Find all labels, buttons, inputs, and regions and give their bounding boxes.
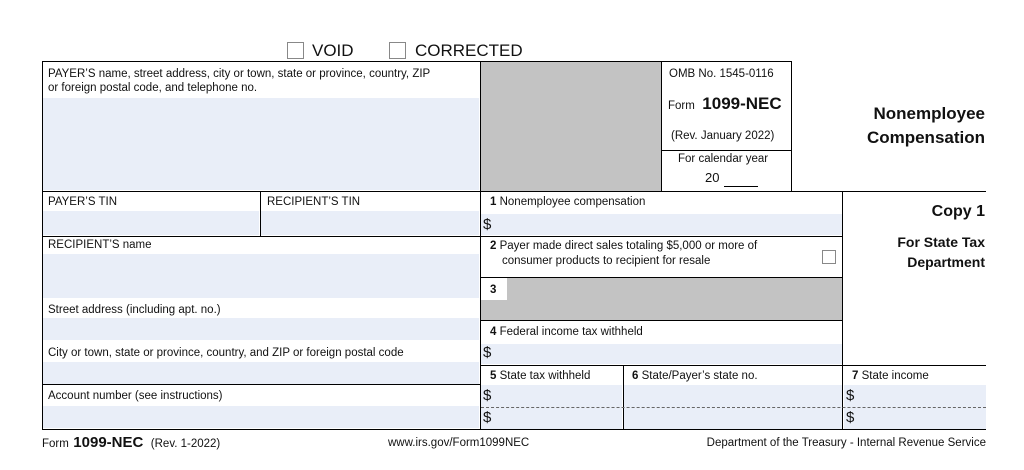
footer-url[interactable]: www.irs.gov/Form1099NEC [388,437,530,449]
box5-dollar-1: $ [483,387,492,404]
year-prefix: 20 [705,170,720,185]
omb-number: OMB No. 1545-0116 [669,68,774,80]
box7-dollar-1: $ [846,387,855,404]
box1-field[interactable] [481,214,842,235]
city-field[interactable] [43,362,479,384]
box5-number: 5 [490,370,497,382]
calendar-label: For calendar year [678,153,769,165]
recipient-name-label: RECIPIENT’S name [48,239,152,251]
street-field[interactable] [43,318,479,340]
account-label: Account number (see instructions) [48,390,223,402]
box5-text: State tax withheld [499,370,591,382]
box1-dollar: $ [483,216,492,233]
payer-name-label: PAYER’S name, street address, city or town, state or province, country, ZIP [48,68,431,80]
box2-text-2: consumer products to recipient for resale [502,255,711,267]
box2-checkbox[interactable] [822,250,836,264]
box7-dollar-2: $ [846,409,855,426]
box2-label [490,239,757,253]
box3-gray [481,278,842,320]
box5-label [490,369,590,383]
box4-text: Federal income tax withheld [499,326,643,338]
copy-for-2: Department [907,254,985,270]
box1-label [490,195,645,209]
void-checkbox[interactable] [287,42,304,59]
box1-text: Nonemployee compensation [499,196,646,208]
payer-tin-field[interactable] [43,211,259,235]
copy-label: Copy 1 [931,203,985,220]
void-label: VOID [312,41,354,60]
box7-label [852,369,929,383]
copy-for-1: For State Tax [897,234,985,250]
corrected-checkbox[interactable] [389,42,406,59]
box3-number: 3 [490,284,497,296]
box4-label [490,325,643,339]
footer-rev: (Rev. 1-2022) [150,438,221,450]
footer-form-name: 1099-NEC [73,434,144,451]
box2-text-1: Payer made direct sales totaling $5,000 or more of [499,240,758,252]
city-label: City or town, state or province, country, and ZIP or foreign postal code [48,347,404,359]
box1-number: 1 [490,196,497,208]
payer-name-field[interactable] [43,98,479,190]
footer-form-prefix: Form [42,438,69,450]
corrected-label: CORRECTED [415,41,523,60]
box6-number: 6 [632,370,639,382]
recipient-tin-field[interactable] [261,211,479,235]
footer-form-id [42,434,220,452]
recipient-name-field[interactable] [43,254,479,298]
form-name: 1099-NEC [702,94,782,113]
box6-label [632,369,758,383]
box4-field[interactable] [481,344,842,364]
year-field[interactable] [724,186,758,187]
box7-number: 7 [852,370,859,382]
account-field[interactable] [43,406,479,428]
box6-text: State/Payer’s state no. [641,370,758,382]
form-title-2: Compensation [866,128,985,147]
payer-name-label-2: or foreign postal code, and telephone no. [48,82,258,94]
form-rev: (Rev. January 2022) [671,130,775,142]
box4-number: 4 [490,326,497,338]
form-id [668,94,782,114]
box2-number: 2 [490,240,497,252]
recipient-tin-label: RECIPIENT’S TIN [267,196,361,208]
box4-dollar: $ [483,344,492,361]
box7-text: State income [861,370,929,382]
form-title-1: Nonemployee [873,104,985,123]
form-prefix: Form [668,100,695,112]
payer-tin-label: PAYER’S TIN [48,196,118,208]
box5-dollar-2: $ [483,409,492,426]
footer-dept: Department of the Treasury - Internal Revenue Service [706,437,986,449]
street-label: Street address (including apt. no.) [48,304,221,316]
top-gray-area [481,62,661,191]
